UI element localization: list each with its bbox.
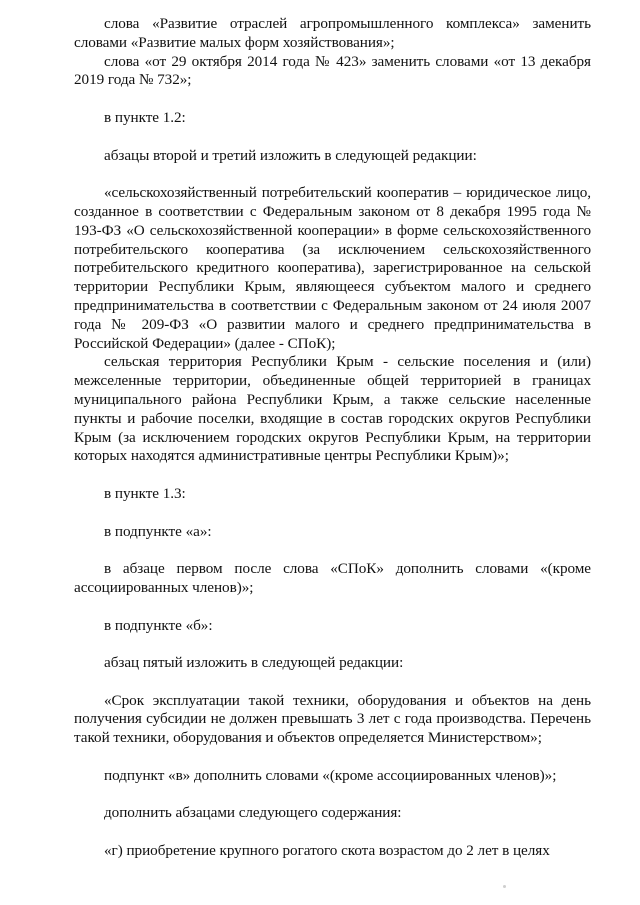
paragraph-5: «сельскохозяйственный потребительский кооператив – юридическое лицо, созданное в соответствии с Федеральным законом от 8 декабря 1995 года № 193-ФЗ «О сельскохозяйственной кооперации» в форме сельскохозяйственного потребительского кооператива (за исключением сельскохозяйственного потребительского кредитного кооператива), зарегистрированное на сельской территории Республики Крым, являющееся субъектом малого и среднего предпринимательства в соответствии с Федеральным законом от 24 июля 2007 года № 209-ФЗ «О развитии малого и среднего предпринимательства в Российской Федерации» (далее - СПоК); <box>74 184 591 352</box>
paragraph-3: в пункте 1.2: <box>104 108 186 126</box>
paragraph-15: «г) приобретение крупного рогатого скота возрастом до 2 лет в целях <box>104 842 550 860</box>
paragraph-10: в подпункте «б»: <box>104 616 213 634</box>
paragraph-14: дополнить абзацами следующего содержания: <box>104 804 402 822</box>
paragraph-9: в абзаце первом после слова «СПоК» дополнить словами «(кроме ассоциированных членов)»; <box>74 560 591 596</box>
paragraph-6: сельская территория Республики Крым - сельские поселения и (или) межселенные территории, объединенные общей территорией в границах муниципального района Республики Крым, а также сельские населенные пункты и рабочие поселки, входящие в состав городских округов Республики Крым (за исключением городских округов Республики Крым, на территории которых находятся административные центры Республики Крым)»; <box>74 353 591 465</box>
paragraph-13: подпункт «в» дополнить словами «(кроме ассоциированных членов)»; <box>104 766 557 784</box>
paragraph-11: абзац пятый изложить в следующей редакции: <box>104 654 404 672</box>
scan-speck <box>503 885 506 888</box>
paragraph-8: в подпункте «а»: <box>104 522 212 540</box>
document-page <box>74 15 591 861</box>
paragraph-1: слова «Развитие отраслей агропромышленного комплекса» заменить словами «Развитие малых форм хозяйствования»; <box>74 15 591 51</box>
paragraph-4: абзацы второй и третий изложить в следующей редакции: <box>104 146 477 164</box>
paragraph-12: «Срок эксплуатации такой техники, оборудования и объектов на день получения субсидии не должен превышать 3 лет с года производства. Перечень такой техники, оборудования и объектов определяется Министерством»; <box>74 691 591 747</box>
paragraph-7: в пункте 1.3: <box>104 484 186 502</box>
paragraph-2: слова «от 29 октября 2014 года № 423» заменить словами «от 13 декабря 2019 года № 732»; <box>74 52 591 89</box>
